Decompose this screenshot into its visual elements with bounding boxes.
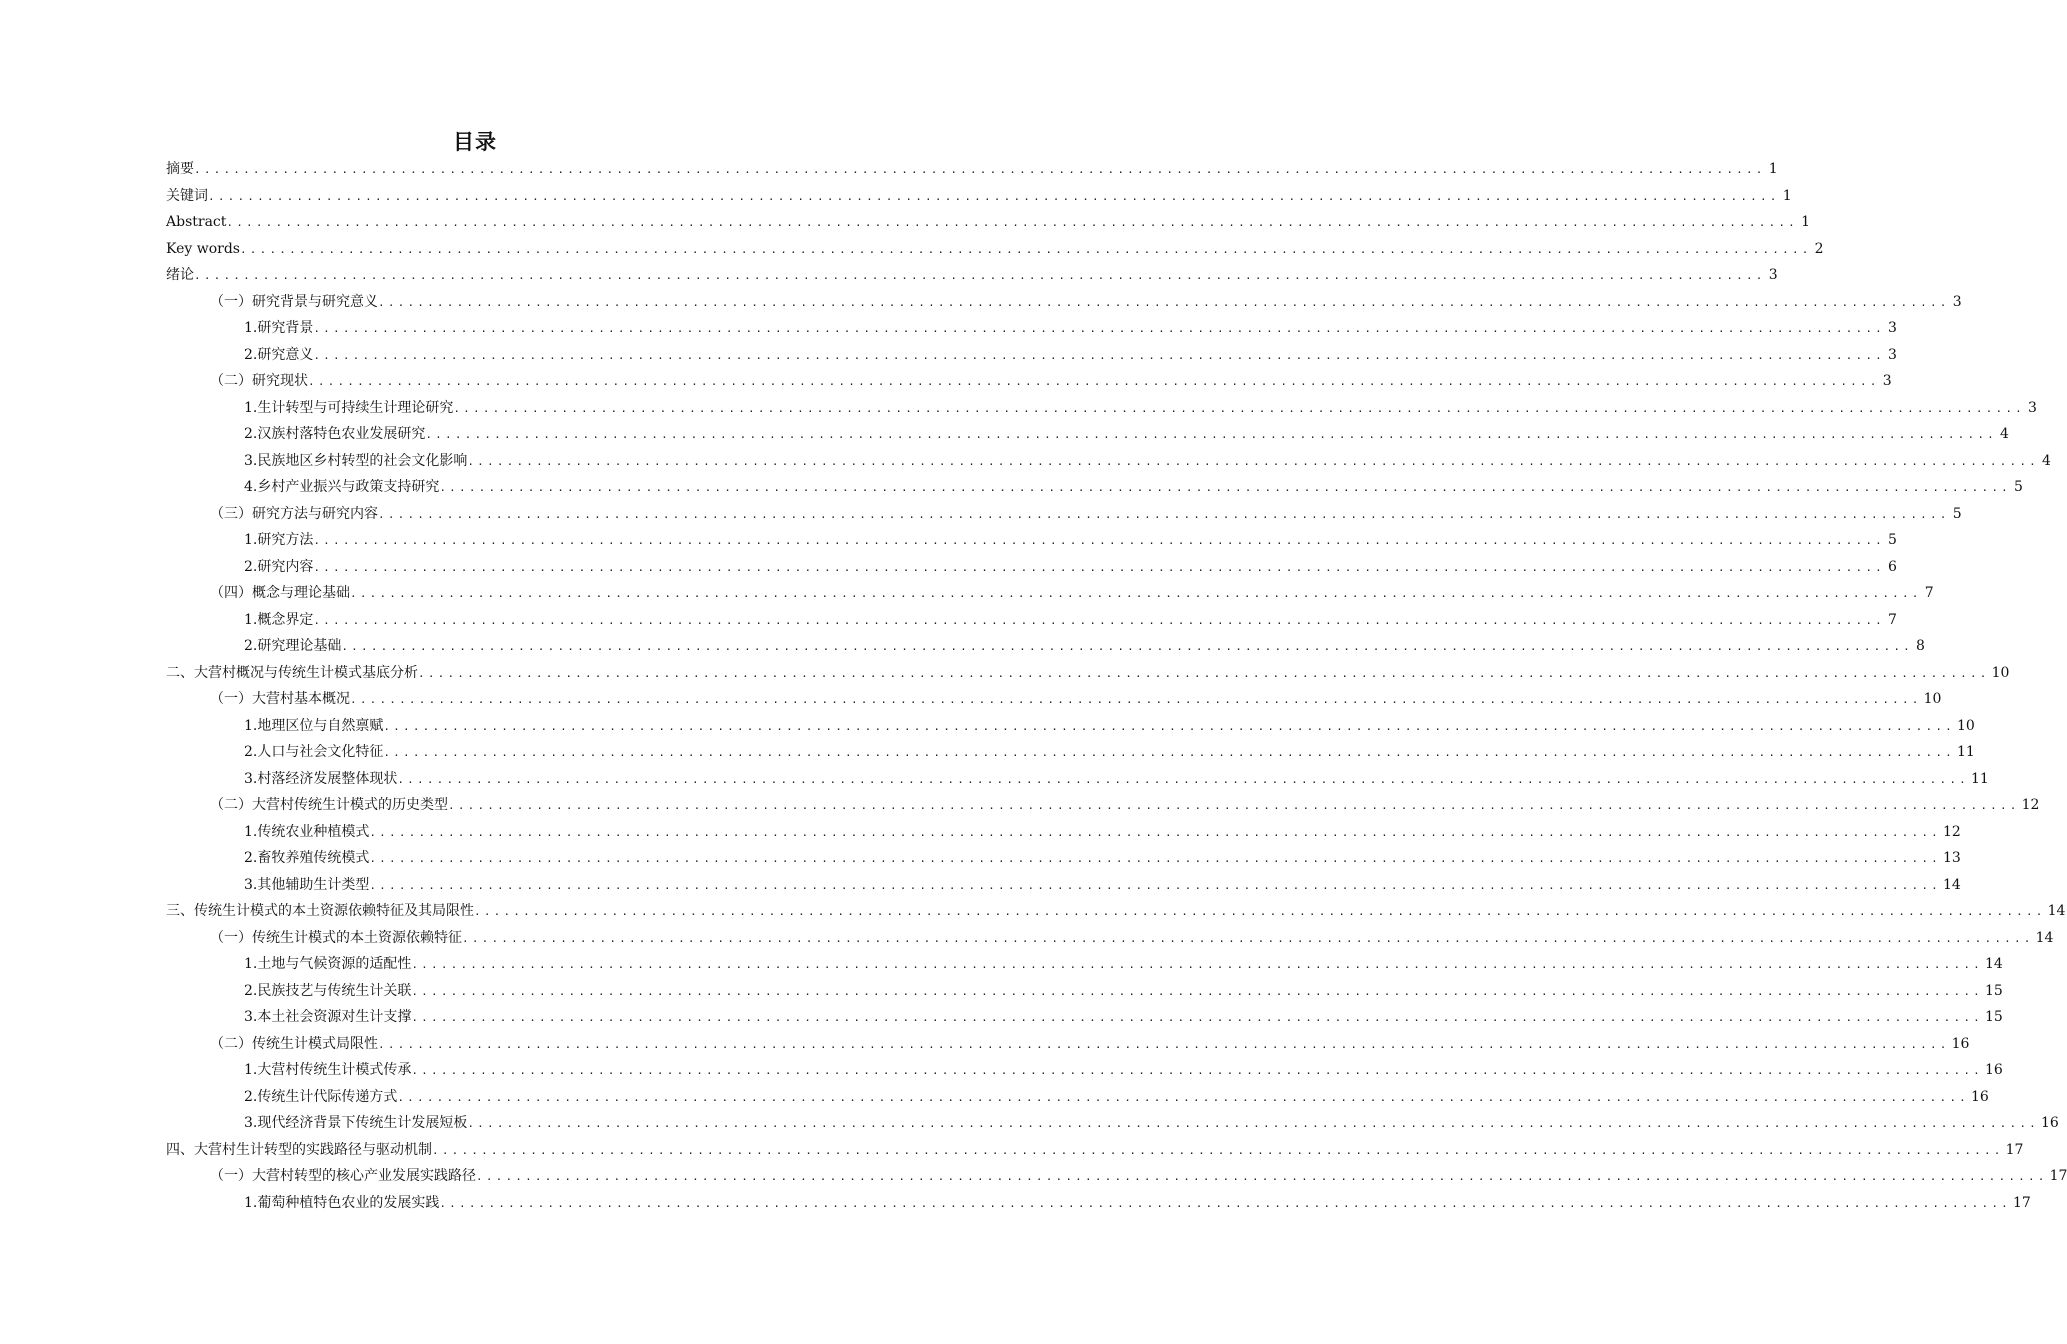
toc-entry-page-number: 5	[1888, 532, 1897, 548]
toc-entry-number: 三、	[166, 903, 194, 919]
toc-entry-page-number: 17	[2049, 1168, 2067, 1184]
toc-entry-label: 大营村传统生计模式传承	[257, 1062, 412, 1078]
toc-entry-label: 研究方法与研究内容	[252, 505, 378, 522]
toc-entry[interactable]	[166, 819, 1961, 846]
dot-leader: ................................................................................................................................................................	[411, 1011, 1983, 1024]
dot-leader: ................................................................................................................................................................	[341, 640, 1913, 653]
dot-leader: ................................................................................................................................................................	[425, 428, 1997, 441]
toc-entry[interactable]	[166, 739, 1975, 766]
toc-entry-label: 研究理论基础	[257, 638, 342, 654]
toc-entry-page-number: 11	[1956, 744, 1975, 760]
toc-entry-page-number: 4	[2042, 452, 2051, 469]
toc-entry-page-number: 16	[1951, 1035, 1970, 1052]
table-of-contents	[166, 156, 2067, 1216]
toc-entry-label: 地理区位与自然禀赋	[257, 717, 384, 734]
dot-leader: ................................................................................................................................................................	[194, 269, 1766, 282]
dot-leader: ................................................................................................................................................................	[432, 1143, 2004, 1157]
toc-entry[interactable]	[166, 421, 2009, 448]
toc-entry-label: 现代经济背景下传统生计发展短板	[257, 1115, 468, 1131]
dot-leader: ................................................................................................................................................................	[397, 1090, 1969, 1104]
toc-entry[interactable]	[166, 925, 2054, 952]
toc-entry-number: （三）	[210, 505, 252, 522]
toc-entry-page-number: 7	[1924, 585, 1934, 601]
toc-entry-label: 大营村基本概况	[252, 691, 350, 707]
toc-entry-page-number: 3	[1888, 320, 1897, 336]
toc-entry-number: 2.	[244, 1088, 258, 1105]
dot-leader: ................................................................................................................................................................	[467, 1117, 2039, 1130]
page-title: 目录	[453, 130, 497, 154]
toc-entry[interactable]	[166, 686, 1942, 713]
dot-leader: ................................................................................................................................................................	[383, 719, 1955, 733]
toc-entry-label: 人口与社会文化特征	[257, 744, 384, 760]
dot-leader: ................................................................................................................................................................	[313, 560, 1885, 574]
dot-leader: ................................................................................................................................................................	[369, 825, 1941, 839]
toc-entry[interactable]	[166, 342, 1897, 369]
toc-entry-page-number: 14	[2035, 929, 2054, 946]
toc-entry-label: 畜牧养殖传统模式	[257, 850, 370, 866]
dot-leader: ................................................................................................................................................................	[369, 852, 1941, 865]
toc-entry-number: 4.	[244, 479, 258, 495]
dot-leader: ................................................................................................................................................................	[411, 984, 1983, 998]
toc-entry-page-number: 3	[2028, 399, 2037, 416]
toc-entry-number: 2.	[244, 558, 258, 575]
toc-entry-page-number: 12	[1942, 823, 1961, 840]
toc-entry[interactable]	[166, 1057, 2003, 1084]
dot-leader: ................................................................................................................................................................	[476, 1170, 2048, 1183]
toc-entry[interactable]	[166, 315, 1897, 342]
toc-entry[interactable]	[166, 633, 1925, 660]
toc-entry-page-number: 3	[1888, 346, 1897, 363]
dot-leader: ................................................................................................................................................................	[313, 348, 1885, 362]
toc-entry-page-number: 12	[2021, 797, 2040, 813]
toc-entry-page-number: 7	[1888, 611, 1897, 628]
toc-entry-label: 村落经济发展整体现状	[257, 770, 398, 787]
toc-entry[interactable]	[166, 713, 1975, 740]
dot-leader: ................................................................................................................................................................	[397, 772, 1969, 786]
toc-entry-page-number: 1	[1801, 214, 1810, 230]
toc-entry-label: Abstract	[166, 214, 227, 230]
toc-entry-page-number: 13	[1942, 850, 1961, 866]
toc-entry-page-number: 15	[1984, 1009, 2003, 1025]
toc-entry[interactable]	[166, 1137, 2024, 1164]
toc-entry[interactable]	[166, 978, 2003, 1005]
toc-entry[interactable]	[166, 289, 1962, 316]
toc-entry-number: （二）	[210, 1035, 252, 1052]
toc-entry[interactable]	[166, 209, 1810, 236]
toc-entry-page-number: 16	[1970, 1088, 1989, 1105]
toc-entry-number: 1.	[244, 717, 258, 734]
toc-entry-label: 传统生计模式局限性	[252, 1035, 378, 1052]
toc-entry-page-number: 5	[2014, 479, 2023, 495]
dot-leader: ................................................................................................................................................................	[350, 693, 1922, 706]
toc-entry[interactable]	[166, 183, 1792, 210]
toc-entry-number: （一）	[210, 293, 252, 310]
toc-entry-page-number: 4	[2000, 426, 2009, 442]
dot-leader: ................................................................................................................................................................	[474, 905, 2046, 918]
toc-entry-label: 研究内容	[257, 558, 314, 575]
toc-entry-page-number: 5	[1952, 505, 1962, 522]
toc-entry-number: （一）	[210, 929, 252, 946]
toc-entry[interactable]	[166, 1110, 2059, 1137]
dot-leader: ................................................................................................................................................................	[462, 931, 2034, 945]
dot-leader: ................................................................................................................................................................	[226, 216, 1798, 229]
toc-entry-label: 传统生计代际传递方式	[257, 1088, 398, 1105]
toc-entry[interactable]	[166, 1031, 1970, 1058]
dot-leader: ................................................................................................................................................................	[208, 189, 1780, 203]
dot-leader: ................................................................................................................................................................	[411, 1064, 1983, 1077]
toc-entry[interactable]	[166, 448, 2051, 475]
dot-leader: ................................................................................................................................................................	[239, 242, 1812, 256]
toc-entry-number: （二）	[210, 797, 252, 813]
dot-leader: ................................................................................................................................................................	[313, 322, 1885, 335]
toc-entry-label: 葡萄种植特色农业的发展实践	[257, 1194, 440, 1211]
toc-entry[interactable]	[166, 580, 1934, 607]
toc-entry-label: 本土社会资源对生计支撑	[257, 1009, 412, 1025]
toc-entry-number: 1.	[244, 823, 258, 840]
toc-entry-label: 汉族村落特色农业发展研究	[257, 426, 426, 442]
toc-entry[interactable]	[166, 1004, 2003, 1031]
dot-leader: ................................................................................................................................................................	[439, 481, 2011, 494]
toc-entry[interactable]	[166, 660, 2010, 687]
dot-leader: ................................................................................................................................................................	[453, 401, 2025, 415]
toc-entry-page-number: 11	[1970, 770, 1989, 787]
toc-entry-page-number: 10	[1956, 717, 1975, 734]
toc-entry-label: 研究现状	[252, 373, 308, 389]
dot-leader: ................................................................................................................................................................	[418, 666, 1990, 680]
dot-leader: ................................................................................................................................................................	[313, 534, 1885, 547]
dot-leader: ................................................................................................................................................................	[369, 878, 1941, 892]
toc-entry[interactable]	[166, 156, 1778, 183]
toc-entry-page-number: 6	[1888, 558, 1897, 575]
dot-leader: ................................................................................................................................................................	[194, 163, 1766, 176]
toc-entry-number: 2.	[244, 638, 258, 654]
toc-entry-label: 民族地区乡村转型的社会文化影响	[257, 452, 468, 469]
toc-entry-label: 摘要	[166, 161, 194, 177]
toc-entry-number: 3.	[244, 876, 258, 893]
toc-entry[interactable]	[166, 845, 1961, 872]
toc-entry[interactable]	[166, 395, 2037, 422]
toc-entry[interactable]	[166, 766, 1989, 793]
toc-entry-label: 概念界定	[257, 611, 314, 628]
toc-entry-label: 乡村产业振兴与政策支持研究	[257, 479, 440, 495]
toc-entry[interactable]	[166, 607, 1897, 634]
toc-entry-page-number: 2	[1814, 240, 1824, 257]
toc-entry-label: 大营村概况与传统生计模式基底分析	[194, 664, 418, 681]
toc-entry-label: 研究背景	[257, 320, 314, 336]
toc-entry[interactable]	[166, 898, 2066, 925]
toc-entry-label: 关键词	[166, 187, 208, 204]
toc-entry-page-number: 16	[2040, 1115, 2059, 1131]
toc-entry-page-number: 10	[1923, 691, 1942, 707]
toc-entry-label: 研究背景与研究意义	[252, 293, 378, 310]
toc-entry-number: 1.	[244, 399, 258, 416]
toc-entry-page-number: 14	[1942, 876, 1961, 893]
dot-leader: ................................................................................................................................................................	[378, 507, 1950, 521]
toc-entry-page-number: 1	[1768, 161, 1778, 177]
toc-entry[interactable]	[166, 236, 1824, 263]
dot-leader: ................................................................................................................................................................	[411, 958, 1983, 971]
toc-entry-number: （二）	[210, 373, 252, 389]
dot-leader: ................................................................................................................................................................	[378, 1037, 1950, 1051]
toc-entry-label: 生计转型与可持续生计理论研究	[257, 399, 454, 416]
toc-entry-page-number: 3	[1882, 373, 1892, 389]
toc-entry-label: 大营村传统生计模式的历史类型	[252, 797, 448, 813]
toc-entry-page-number: 16	[1984, 1062, 2003, 1078]
toc-entry-page-number: 3	[1768, 267, 1778, 283]
toc-entry-page-number: 17	[2012, 1194, 2031, 1211]
toc-entry-number: 2.	[244, 346, 258, 363]
toc-entry-page-number: 14	[2047, 903, 2066, 919]
toc-entry-number: 3.	[244, 1009, 258, 1025]
toc-entry-number: 1.	[244, 956, 258, 972]
toc-entry-label: 传统生计模式的本土资源依赖特征	[252, 929, 462, 946]
toc-entry-number: 3.	[244, 1115, 258, 1131]
toc-entry[interactable]	[166, 554, 1897, 581]
toc-entry-label: 绪论	[166, 267, 194, 283]
toc-entry-number: 2.	[244, 850, 258, 866]
toc-entry-number: 2.	[244, 982, 258, 999]
toc-entry-number: 3.	[244, 452, 258, 469]
toc-entry-number: 1.	[244, 1062, 258, 1078]
toc-entry-number: 1.	[244, 1194, 258, 1211]
toc-entry-number: 1.	[244, 532, 258, 548]
toc-entry-number: （一）	[210, 691, 252, 707]
dot-leader: ................................................................................................................................................................	[350, 587, 1922, 600]
toc-entry-page-number: 17	[2005, 1141, 2024, 1158]
dot-leader: ................................................................................................................................................................	[383, 746, 1955, 759]
dot-leader: ................................................................................................................................................................	[378, 295, 1950, 309]
toc-entry-label: 传统农业种植模式	[257, 823, 370, 840]
toc-entry-label: 研究意义	[257, 346, 314, 363]
toc-entry-label: Key words	[166, 240, 240, 257]
toc-entry-number: 1.	[244, 611, 258, 628]
toc-entry-page-number: 3	[1952, 293, 1962, 310]
toc-entry-number: 2.	[244, 426, 258, 442]
toc-entry-label: 传统生计模式的本土资源依赖特征及其局限性	[194, 903, 474, 919]
toc-entry[interactable]	[166, 368, 1892, 395]
toc-entry-label: 大营村转型的核心产业发展实践路径	[252, 1168, 476, 1184]
toc-entry-number: 2.	[244, 744, 258, 760]
toc-entry[interactable]	[166, 951, 2003, 978]
dot-leader: ................................................................................................................................................................	[308, 375, 1880, 388]
toc-entry-number: （四）	[210, 585, 252, 601]
toc-entry-label: 其他辅助生计类型	[257, 876, 370, 893]
dot-leader: ................................................................................................................................................................	[439, 1196, 2011, 1210]
toc-entry-label: 概念与理论基础	[252, 585, 350, 601]
dot-leader: ................................................................................................................................................................	[467, 454, 2039, 468]
toc-entry[interactable]	[166, 792, 2040, 819]
toc-entry[interactable]	[166, 872, 1961, 899]
toc-entry-page-number: 10	[1991, 664, 2010, 681]
toc-entry-page-number: 15	[1984, 982, 2003, 999]
toc-entry[interactable]	[166, 1163, 2067, 1190]
toc-entry[interactable]	[166, 1190, 2031, 1217]
toc-entry-label: 大营村生计转型的实践路径与驱动机制	[194, 1141, 432, 1158]
dot-leader: ................................................................................................................................................................	[448, 799, 2020, 812]
toc-entry[interactable]	[166, 527, 1897, 554]
toc-entry-label: 民族技艺与传统生计关联	[257, 982, 412, 999]
toc-entry-label: 土地与气候资源的适配性	[257, 956, 412, 972]
toc-entry[interactable]	[166, 474, 2023, 501]
toc-entry[interactable]	[166, 501, 1962, 528]
toc-entry-page-number: 14	[1984, 956, 2003, 972]
toc-entry-number: 二、	[166, 664, 194, 681]
dot-leader: ................................................................................................................................................................	[313, 613, 1885, 627]
toc-entry[interactable]	[166, 1084, 1989, 1111]
toc-entry-number: 3.	[244, 770, 258, 787]
toc-entry-number: 1.	[244, 320, 258, 336]
toc-entry-label: 研究方法	[257, 532, 314, 548]
toc-entry-page-number: 8	[1916, 638, 1925, 654]
toc-entry-page-number: 1	[1782, 187, 1792, 204]
toc-entry-number: （一）	[210, 1168, 252, 1184]
toc-entry-number: 四、	[166, 1141, 194, 1158]
toc-entry[interactable]	[166, 262, 1778, 289]
